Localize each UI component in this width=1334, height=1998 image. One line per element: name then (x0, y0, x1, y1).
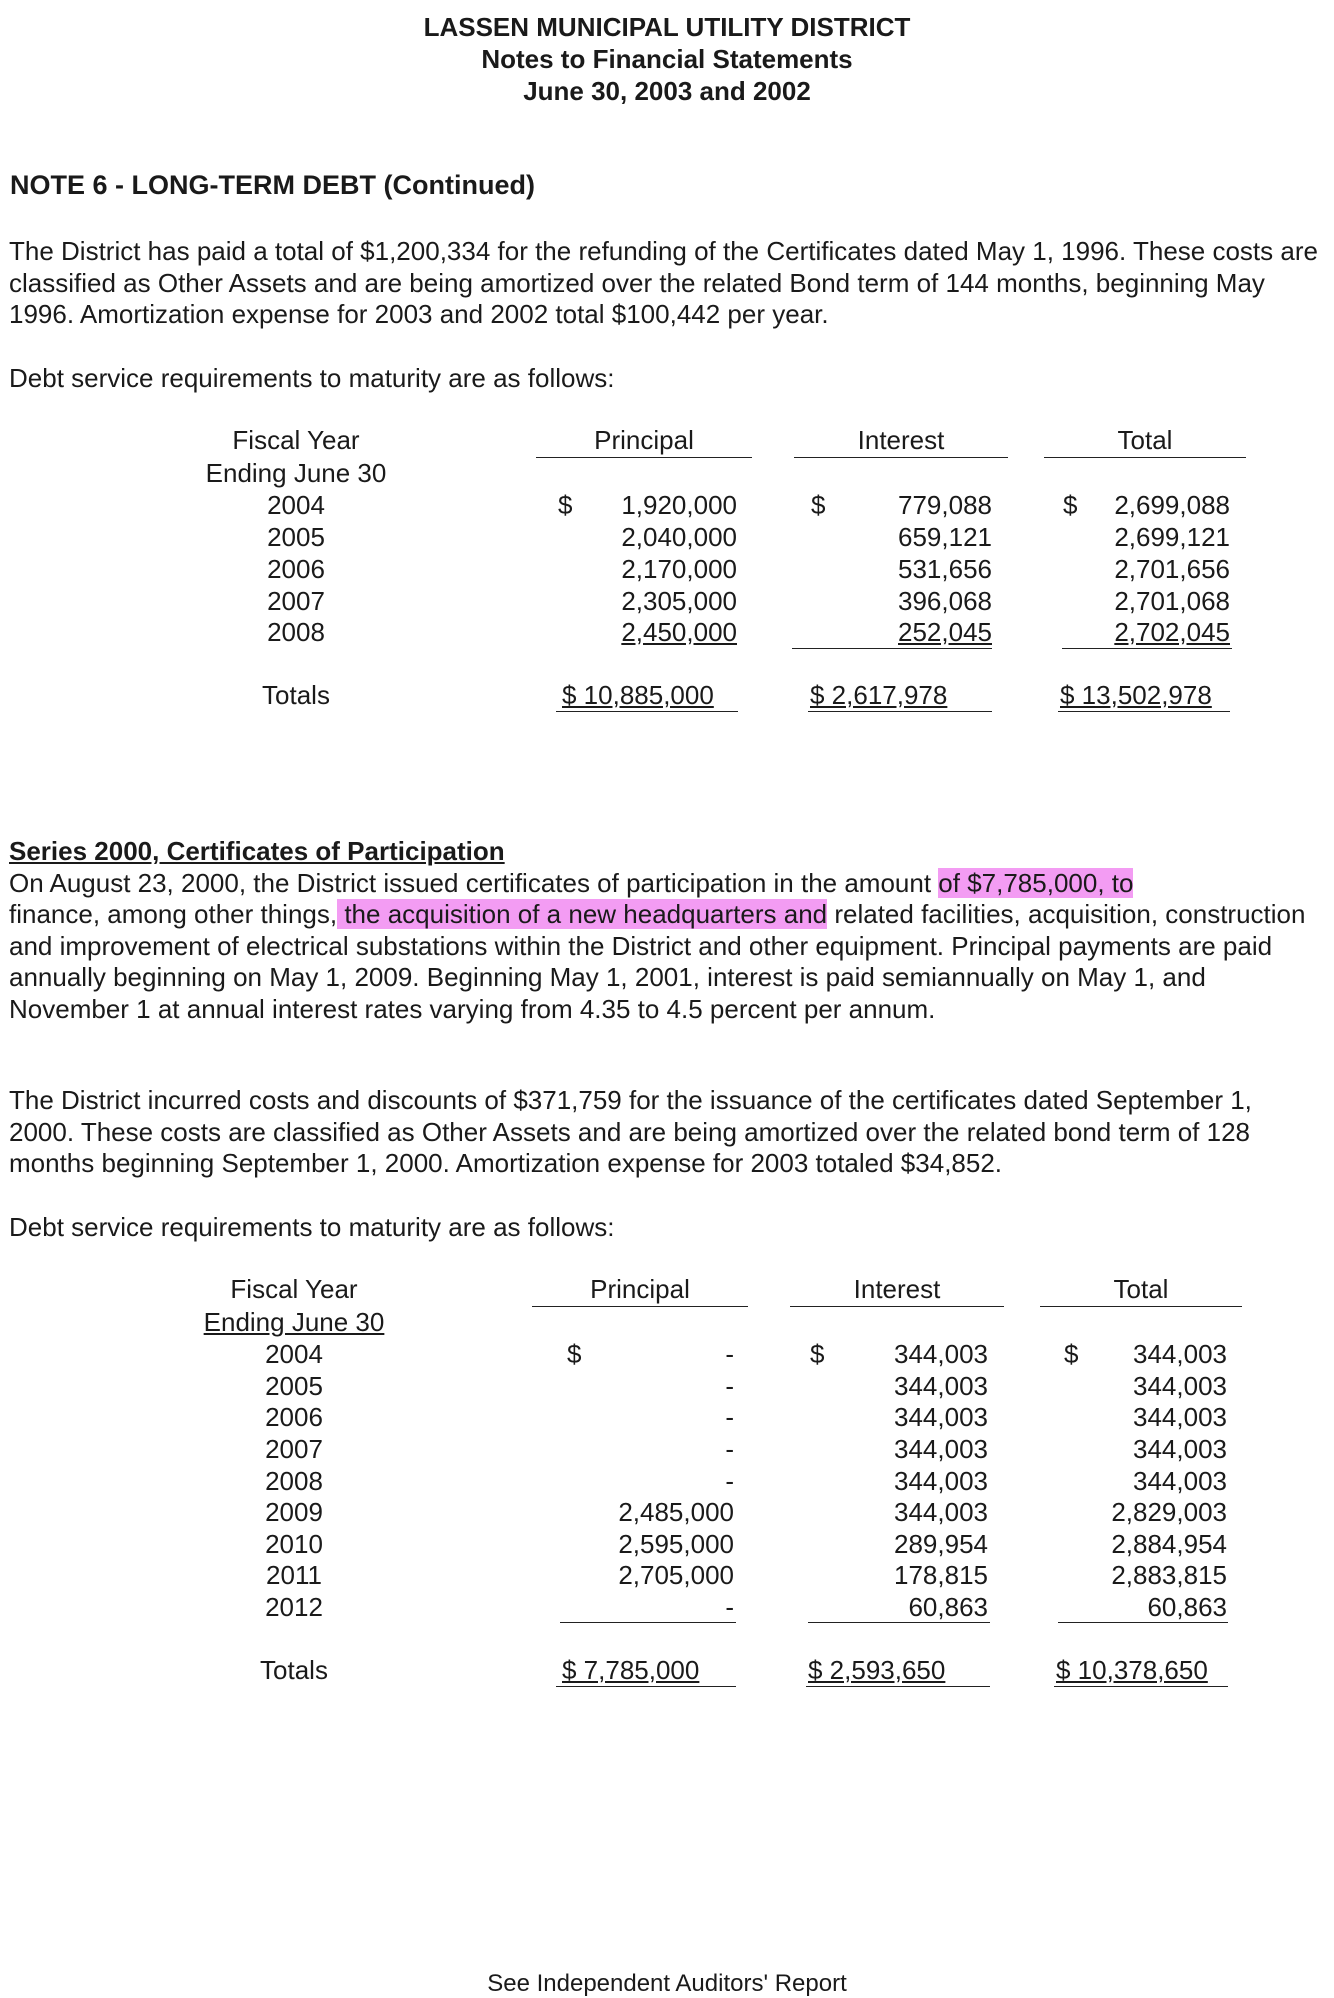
currency-sign: $ (810, 1339, 825, 1369)
row-principal: - (725, 1402, 734, 1432)
paragraph-issuance-costs: The District incurred costs and discounts of $371,759 for the issuance of the certificates dated September 1, 2000. These costs are classified as Other Assets and are being amortized over the related bond term of 128 months beginning September 1, 2000. Amortization expense for 2003 totaled $34,852. (9, 1085, 1252, 1178)
row-principal: 2,170,000 (621, 554, 737, 584)
row-year: 2007 (267, 586, 325, 616)
header-rule-total (1044, 457, 1246, 458)
subtotal-rule-principal (560, 1622, 736, 1623)
series-text-c: related facilities, acquisition, construction and improvement of electrical substations within the District and other equipment. Principal payments are paid annually beginning on May 1, 2009. Beginning May 1, 2001, interest is paid semiannually on May 1, and November 1 at annual interest rates varying from 4.35 to 4.5 percent per annum. (9, 899, 1306, 1024)
paragraph-debt-service-intro-2: Debt service requirements to maturity are as follows: (9, 1212, 615, 1242)
col-header-principal: Principal (590, 1274, 690, 1304)
row-interest: 659,121 (898, 522, 992, 552)
row-total: 60,863 (1147, 1592, 1227, 1622)
col-header-principal: Principal (594, 425, 694, 455)
row-interest: 344,003 (894, 1466, 988, 1496)
footer-note: See Independent Auditors' Report (487, 1970, 847, 1997)
total-rule-interest (808, 711, 992, 712)
row-year: 2007 (265, 1434, 323, 1464)
row-year: 2004 (267, 490, 325, 520)
header-rule-interest (794, 457, 1008, 458)
total-interest: $ 2,617,978 (810, 680, 948, 710)
row-interest: 344,003 (894, 1371, 988, 1401)
row-principal: - (725, 1371, 734, 1401)
row-interest: 252,045 (898, 617, 992, 647)
total-total: $ 10,378,650 (1056, 1655, 1208, 1685)
row-interest: 60,863 (908, 1592, 988, 1622)
row-principal: 2,485,000 (618, 1497, 734, 1527)
total-total: $ 13,502,978 (1060, 680, 1212, 710)
row-principal: - (725, 1592, 734, 1622)
subtotal-rule-interest (792, 648, 992, 649)
row-total: 2,699,088 (1114, 490, 1230, 520)
row-principal: 2,705,000 (618, 1560, 734, 1590)
currency-sign: $ (1063, 490, 1078, 520)
row-interest: 396,068 (898, 586, 992, 616)
series-text-a: On August 23, 2000, the District issued certificates of participation in the amount (9, 867, 939, 898)
row-year: 2011 (266, 1560, 322, 1590)
row-interest: 178,815 (894, 1560, 988, 1590)
row-total: 2,883,815 (1111, 1560, 1227, 1590)
total-rule-principal (556, 711, 738, 712)
paragraph-series-2000 (9, 836, 1319, 1025)
total-rule-total (1058, 711, 1230, 712)
subtotal-rule-total (1058, 1622, 1228, 1623)
total-rule-principal (556, 1686, 736, 1687)
row-year: 2012 (265, 1592, 323, 1622)
row-year: 2005 (265, 1371, 323, 1401)
totals-label: Totals (260, 1655, 328, 1685)
currency-sign: $ (811, 490, 826, 520)
series-text-b: finance, among other things, (9, 899, 338, 929)
highlight-amount: of $7,785,000, to (938, 867, 1134, 898)
row-total: 344,003 (1133, 1371, 1227, 1401)
header-rule-interest (790, 1306, 1004, 1307)
currency-sign: $ (1064, 1339, 1079, 1369)
row-total: 2,701,068 (1114, 586, 1230, 616)
subtotal-rule-total (1062, 648, 1232, 649)
col-header-ending: Ending June 30 (203, 1307, 385, 1337)
row-year: 2004 (265, 1339, 323, 1369)
note-title: NOTE 6 - LONG-TERM DEBT (Continued) (10, 170, 535, 200)
row-principal: - (725, 1339, 734, 1369)
row-principal: 2,450,000 (621, 617, 737, 647)
row-principal: - (725, 1466, 734, 1496)
row-interest: 531,656 (898, 554, 992, 584)
row-interest: 344,003 (894, 1497, 988, 1527)
col-header-ending: Ending June 30 (205, 458, 387, 488)
row-interest: 344,003 (894, 1434, 988, 1464)
row-principal: 1,920,000 (621, 490, 737, 520)
row-year: 2008 (267, 617, 325, 647)
header-rule-principal (532, 1306, 748, 1307)
row-principal: 2,595,000 (618, 1529, 734, 1559)
header-date: June 30, 2003 and 2002 (523, 76, 811, 106)
col-header-interest: Interest (857, 425, 945, 455)
row-total: 344,003 (1133, 1466, 1227, 1496)
row-total: 2,699,121 (1114, 522, 1230, 552)
row-total: 2,829,003 (1111, 1497, 1227, 1527)
row-principal: 2,305,000 (621, 586, 737, 616)
row-year: 2006 (265, 1402, 323, 1432)
row-principal: - (725, 1434, 734, 1464)
col-header-fiscal-year: Fiscal Year (232, 425, 360, 455)
row-year: 2008 (265, 1466, 323, 1496)
row-total: 344,003 (1133, 1434, 1227, 1464)
row-interest: 289,954 (894, 1529, 988, 1559)
row-interest: 779,088 (898, 490, 992, 520)
row-total: 344,003 (1133, 1402, 1227, 1432)
total-principal: $ 7,785,000 (562, 1655, 700, 1685)
col-header-interest: Interest (853, 1274, 941, 1304)
col-header-total: Total (1117, 425, 1173, 455)
paragraph-debt-service-intro: Debt service requirements to maturity are as follows: (9, 363, 615, 393)
series-title: Series 2000, Certificates of Participation (9, 836, 505, 866)
row-total: 2,702,045 (1114, 617, 1230, 647)
row-year: 2005 (267, 522, 325, 552)
header-subtitle: Notes to Financial Statements (481, 44, 853, 74)
totals-label: Totals (262, 680, 330, 710)
row-year: 2009 (265, 1497, 323, 1527)
total-interest: $ 2,593,650 (808, 1655, 946, 1685)
header-org-name: LASSEN MUNICIPAL UTILITY DISTRICT (423, 12, 911, 42)
row-interest: 344,003 (894, 1402, 988, 1432)
row-interest: 344,003 (894, 1339, 988, 1369)
col-header-fiscal-year: Fiscal Year (230, 1274, 358, 1304)
total-rule-interest (806, 1686, 990, 1687)
row-total: 2,884,954 (1111, 1529, 1227, 1559)
total-rule-total (1054, 1686, 1228, 1687)
paragraph-refunding: The District has paid a total of $1,200,334 for the refunding of the Certificates dated May 1, 1996. These costs are classified as Other Assets and are being amortized over the related Bond term of 144 months, beginning May 1996. Amortization expense for 2003 and 2002 total $100,442 per year. (9, 236, 1318, 329)
row-total: 2,701,656 (1114, 554, 1230, 584)
row-principal: 2,040,000 (621, 522, 737, 552)
col-header-total: Total (1113, 1274, 1169, 1304)
total-principal: $ 10,885,000 (562, 680, 714, 710)
currency-sign: $ (567, 1339, 582, 1369)
currency-sign: $ (558, 490, 573, 520)
row-total: 344,003 (1133, 1339, 1227, 1369)
row-year: 2010 (265, 1529, 323, 1559)
header-rule-principal (536, 457, 752, 458)
header-rule-total (1040, 1306, 1242, 1307)
highlight-headquarters: the acquisition of a new headquarters and (337, 899, 828, 929)
row-year: 2006 (267, 554, 325, 584)
subtotal-rule-interest (808, 1622, 990, 1623)
